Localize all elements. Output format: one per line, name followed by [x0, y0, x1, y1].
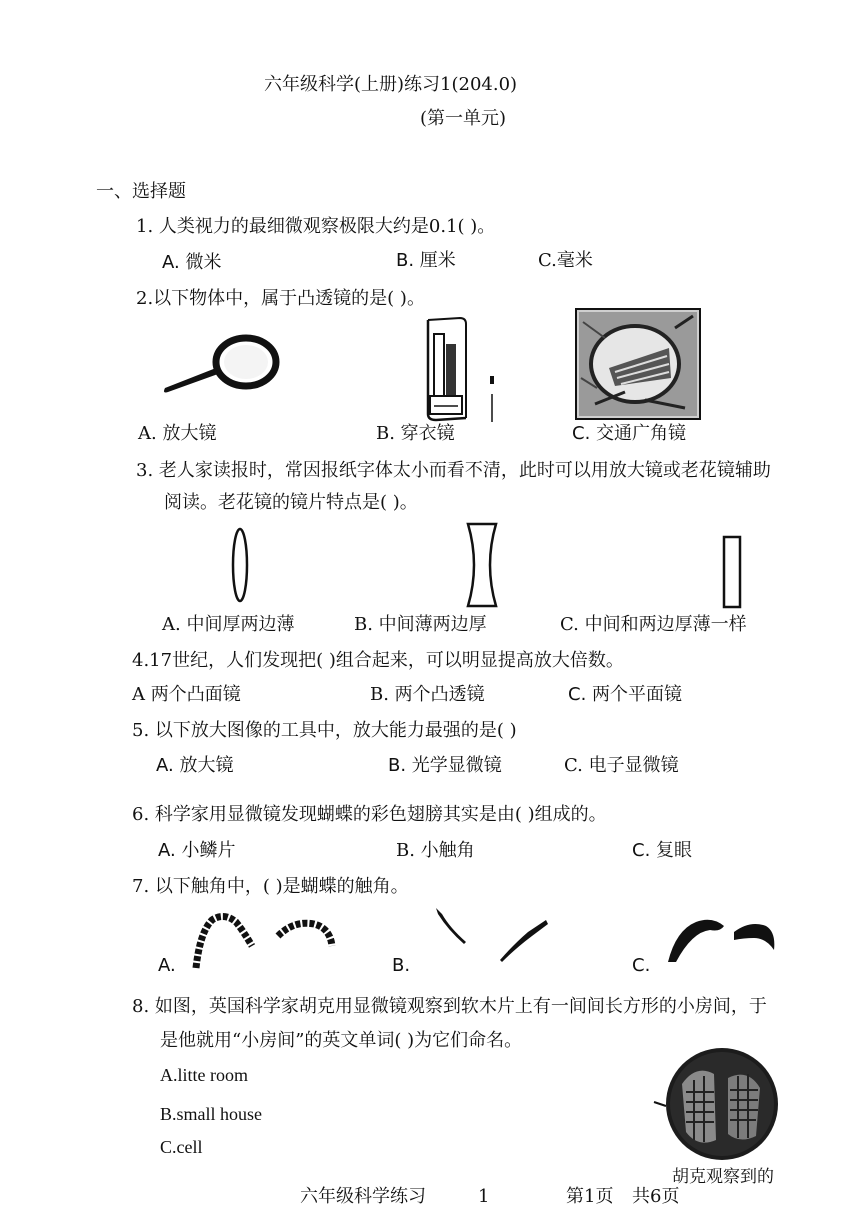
flat-glass-icon	[720, 534, 746, 610]
question-4-option-a: A 两个凸面镜	[132, 684, 241, 705]
page-title: 六年级科学(上册)练习1(204.0)	[264, 74, 518, 95]
question-7-option-b: B.	[392, 955, 411, 976]
question-2-option-c: C. 交通广角镜	[572, 423, 687, 444]
question-1-stem: 1. 人类视力的最细微观察极限大约是0.1( )。	[136, 216, 496, 237]
cork-cells-image	[652, 1044, 784, 1164]
footer-title: 六年级科学练习	[300, 1186, 426, 1207]
wide-angle-mirror-image	[575, 308, 701, 420]
magnifier-image	[158, 330, 282, 400]
question-2-stem: 2.以下物体中，属于凸透镜的是( )。	[136, 288, 425, 309]
antenna-c-image	[662, 910, 780, 970]
question-1-option-a: A. 微米	[162, 252, 222, 273]
question-5-option-b: B. 光学显微镜	[388, 755, 502, 776]
question-4-option-b: B. 两个凸透镜	[370, 684, 485, 705]
question-2-option-b: B. 穿衣镜	[376, 423, 455, 444]
antenna-a-image	[190, 912, 340, 972]
question-7-option-c: C.	[632, 955, 651, 976]
question-7-option-a: A.	[158, 955, 176, 976]
antenna-b-image	[428, 904, 552, 966]
question-1-option-c: C.毫米	[538, 250, 593, 271]
question-7-stem: 7. 以下触角中，( )是蝴蝶的触角。	[132, 876, 409, 897]
dressing-mirror-image	[408, 314, 502, 424]
question-8-stem-line1: 8. 如图，英国科学家胡克用显微镜观察到软木片上有一间间长方形的小房间，于	[132, 996, 767, 1017]
question-3-option-c: C. 中间和两边厚薄一样	[560, 614, 747, 635]
question-3-option-b: B. 中间薄两边厚	[354, 614, 487, 635]
section-heading: 一、选择题	[96, 181, 186, 202]
question-4-option-c: C. 两个平面镜	[568, 684, 683, 705]
question-8-option-a: A.litte room	[160, 1065, 248, 1085]
footer-page-total: 共6页	[632, 1186, 680, 1207]
question-5-option-a: A. 放大镜	[156, 755, 234, 776]
question-6-option-c: C. 复眼	[632, 840, 693, 861]
question-3-stem-line2: 阅读。老花镜的镜片特点是( )。	[164, 492, 418, 513]
question-4-stem: 4.17世纪，人们发现把( )组合起来，可以明显提高放大倍数。	[132, 650, 624, 671]
concave-lens-icon	[464, 522, 500, 608]
cork-image-caption: 胡克观察到的	[672, 1167, 774, 1187]
question-8-option-c: C.cell	[160, 1137, 203, 1157]
question-6-option-b: B. 小触角	[396, 840, 475, 861]
footer-exercise-number: 1	[478, 1186, 490, 1207]
question-8-stem-line2: 是他就用“小房间”的英文单词( )为它们命名。	[160, 1030, 523, 1051]
question-5-option-c: C. 电子显微镜	[564, 755, 679, 776]
footer-page-number: 第1页	[566, 1186, 614, 1207]
question-3-option-a: A. 中间厚两边薄	[162, 614, 295, 635]
question-3-stem-line1: 3. 老人家读报时，常因报纸字体太小而看不清，此时可以用放大镜或老花镜辅助	[136, 460, 771, 481]
question-6-option-a: A. 小鳞片	[158, 840, 236, 861]
page-subtitle: (第一单元)	[420, 108, 507, 129]
question-5-stem: 5. 以下放大图像的工具中，放大能力最强的是( )	[132, 720, 517, 741]
question-8-option-b: B.small house	[160, 1104, 262, 1124]
convex-lens-icon	[228, 526, 252, 604]
question-1-option-b: B. 厘米	[396, 250, 456, 271]
question-6-stem: 6. 科学家用显微镜发现蝴蝶的彩色翅膀其实是由( )组成的。	[132, 804, 607, 825]
question-2-option-a: A. 放大镜	[138, 423, 217, 444]
